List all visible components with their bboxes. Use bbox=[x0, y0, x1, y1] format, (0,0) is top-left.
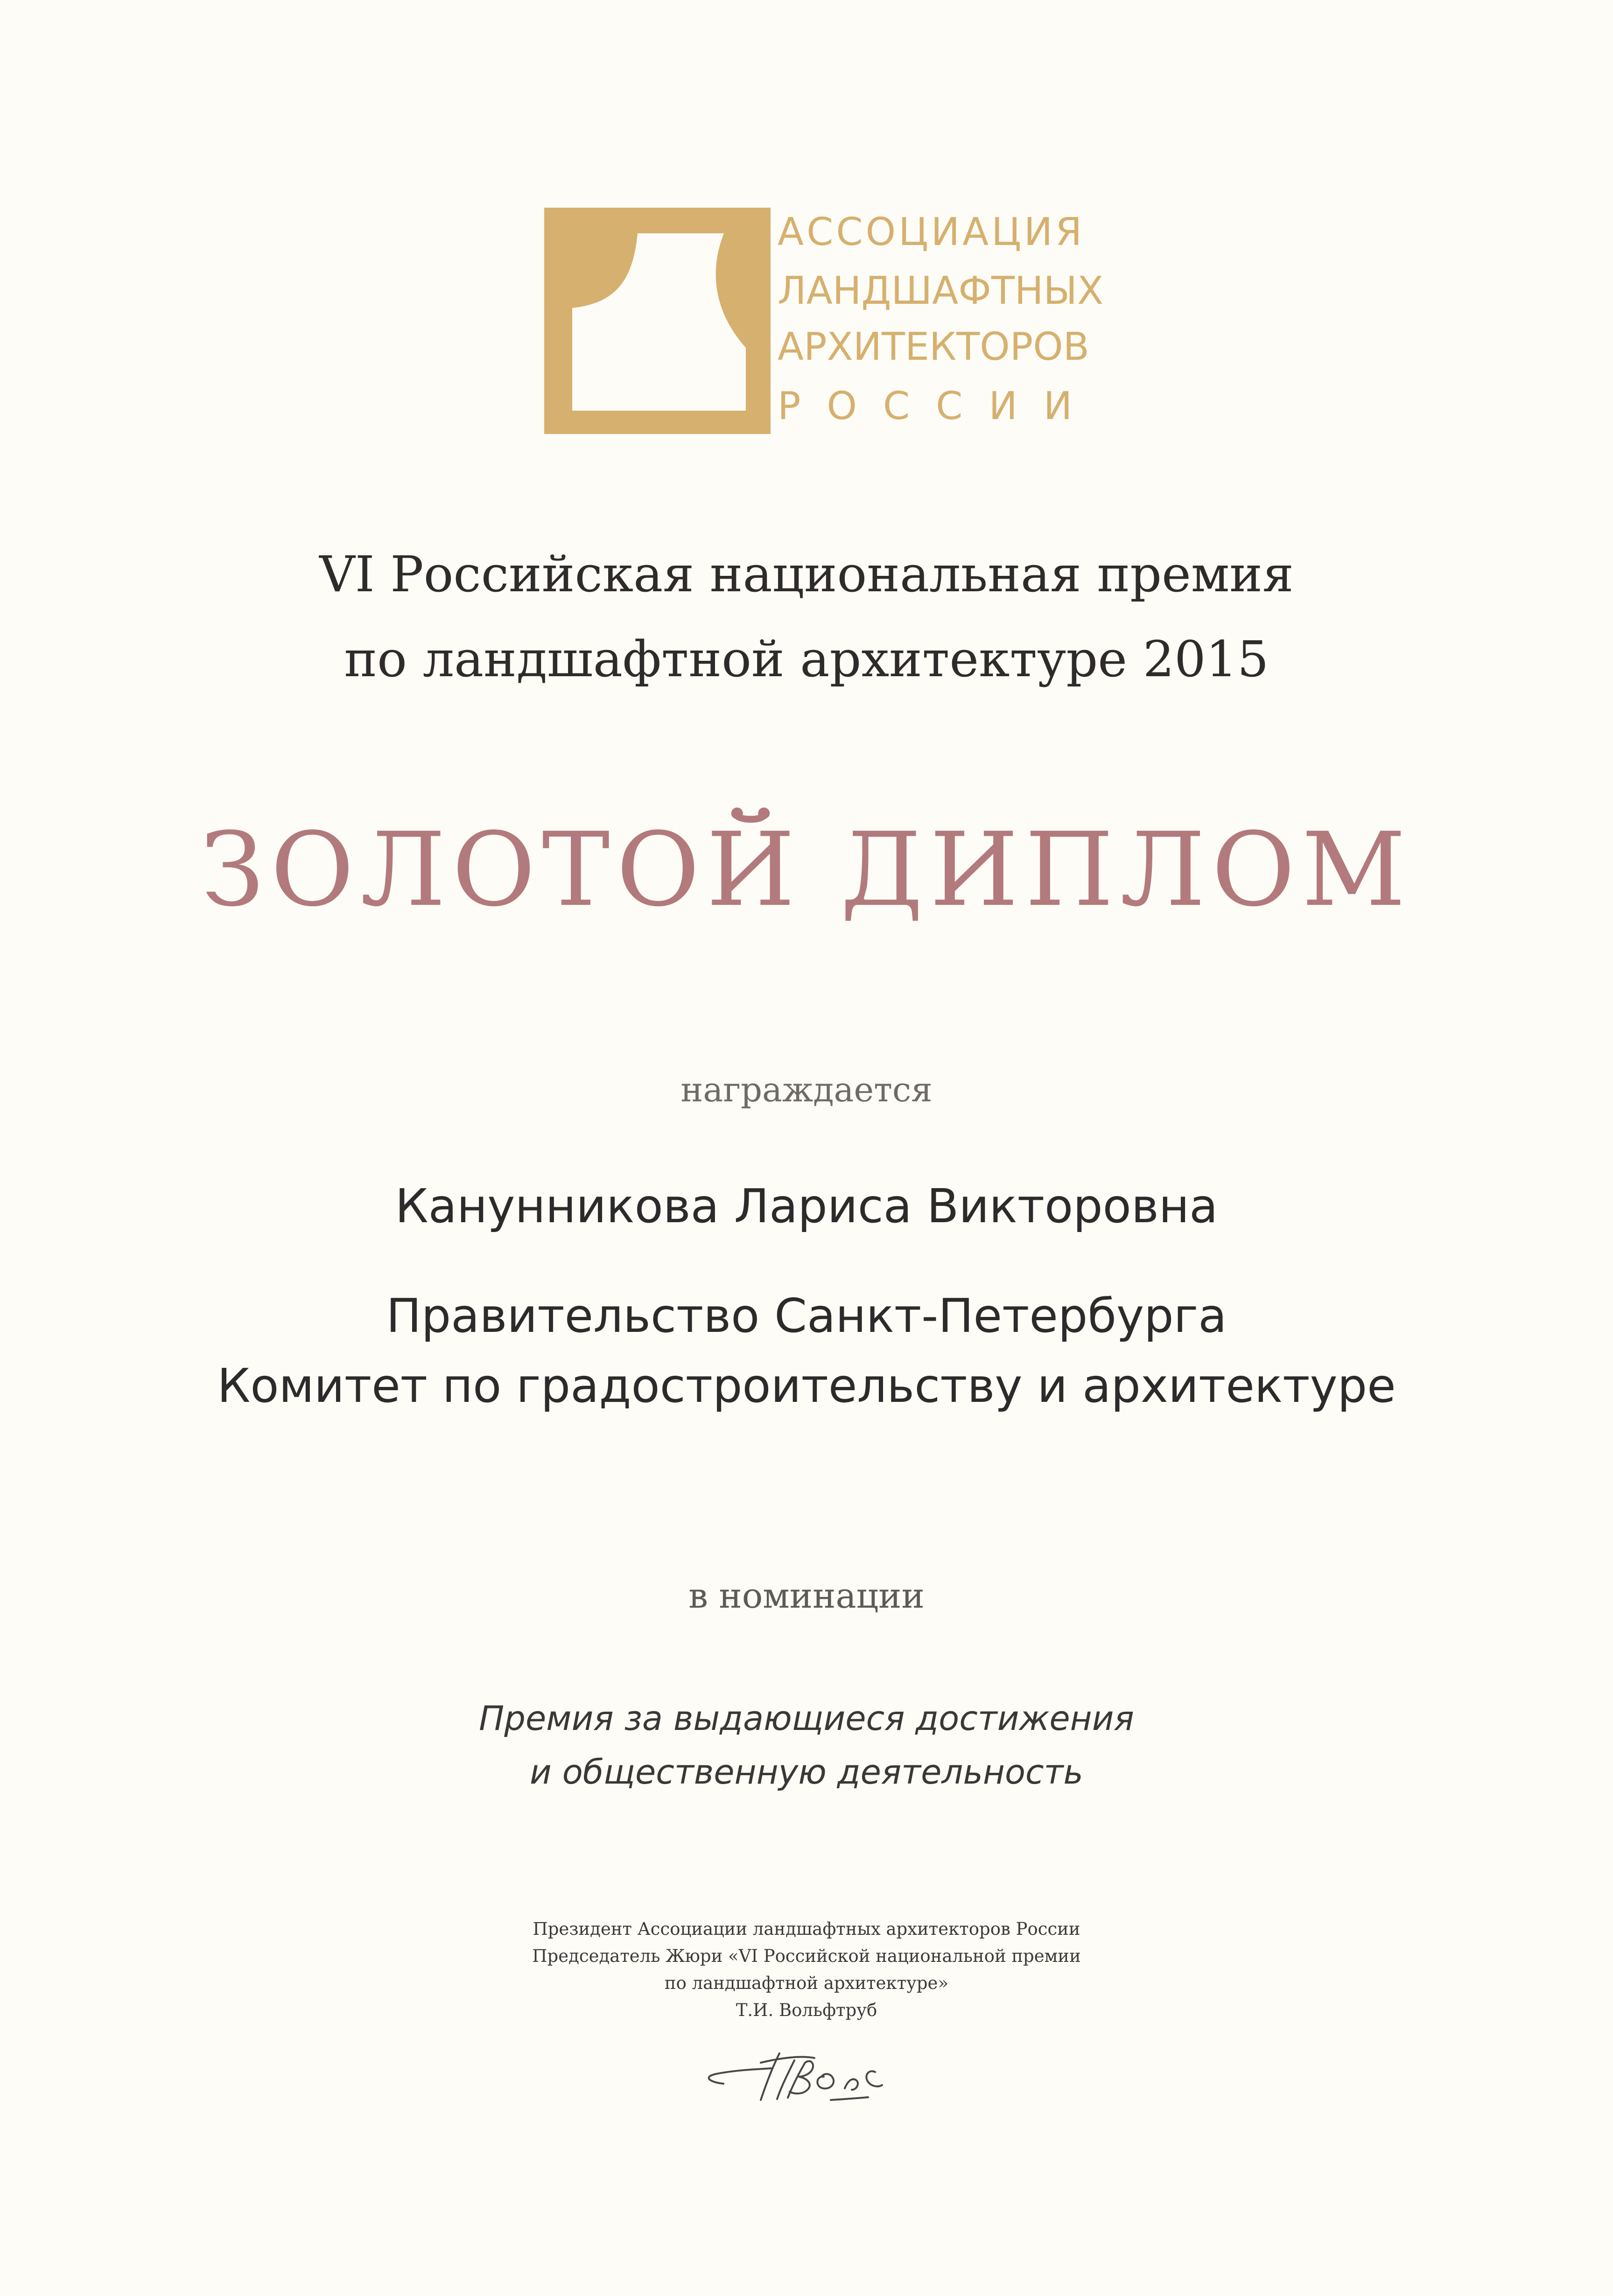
prize-title-line: VI Российская национальная премия bbox=[319, 546, 1294, 603]
signatory-title-line: Председатель Жюри «VI Российской национальной премии bbox=[532, 1946, 1081, 1966]
diploma-title: ЗОЛОТОЙ ДИПЛОМ bbox=[200, 811, 1413, 929]
awarded-label: награждается bbox=[680, 1070, 933, 1109]
recipient-name: Канунникова Лариса Викторовна bbox=[395, 1179, 1218, 1233]
nomination-title bbox=[0, 1692, 1613, 1799]
signatory-block bbox=[0, 1916, 1613, 2024]
logo-line: АССОЦИАЦИЯ bbox=[778, 210, 1085, 254]
logo-line: РОССИИ bbox=[778, 384, 1099, 428]
handwritten-signature bbox=[691, 2039, 933, 2109]
nomination-line: Премия за выдающиеся достижения bbox=[479, 1699, 1134, 1738]
logo-line: ЛАНДШАФТНЫХ bbox=[778, 269, 1104, 313]
recipient-org-line: Комитет по градостроительству и архитектуре bbox=[217, 1358, 1396, 1413]
prize-title bbox=[0, 532, 1613, 702]
signatory-title-line: по ландшафтной архитектуре» bbox=[664, 1973, 949, 1993]
nomination-line: и общественную деятельность bbox=[530, 1752, 1083, 1792]
recipient-organization bbox=[0, 1281, 1613, 1421]
association-logo-mark-icon bbox=[544, 208, 771, 434]
logo-line: АРХИТЕКТОРОВ bbox=[778, 325, 1090, 369]
association-logo-text bbox=[778, 208, 1104, 434]
association-logo bbox=[544, 208, 1104, 434]
prize-title-line: по ландшафтной архитектуре 2015 bbox=[344, 630, 1269, 688]
signatory-title-line: Президент Ассоциации ландшафтных архитекторов России bbox=[533, 1919, 1080, 1939]
signatory-name: Т.И. Вольфтруб bbox=[736, 2000, 877, 2020]
recipient-org-line: Правительство Санкт-Петербурга bbox=[386, 1288, 1227, 1343]
nomination-label: в номинации bbox=[688, 1576, 925, 1616]
